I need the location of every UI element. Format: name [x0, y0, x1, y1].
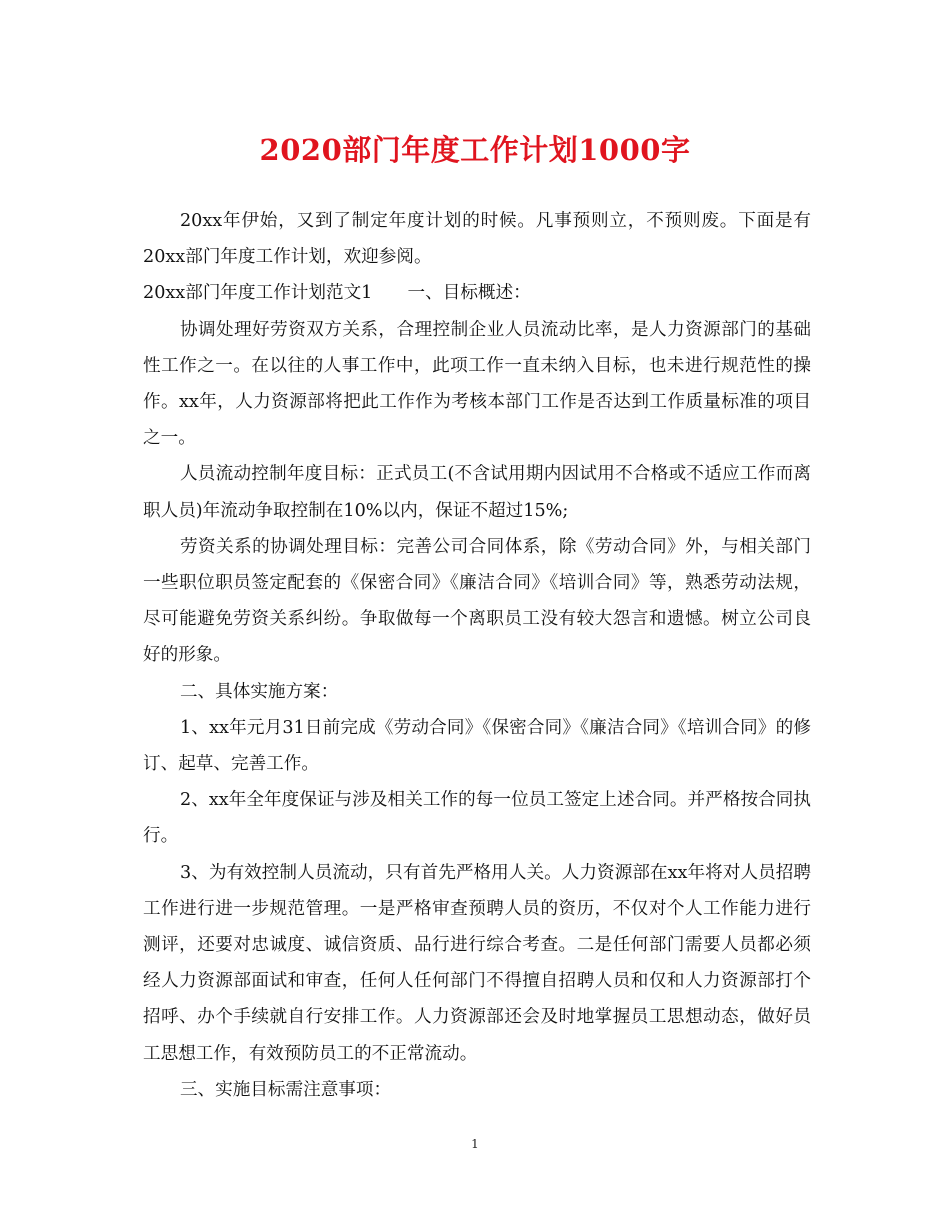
paragraph-notes-heading: 三、实施目标需注意事项：	[179, 1079, 392, 1100]
document-body	[143, 203, 811, 1108]
paragraph-intro: 20xx年伊始，又到了制定年度计划的时候。凡事预则立，不预则废。下面是有20xx部门年度工作计划，欢迎参阅。	[143, 211, 811, 268]
paragraph-item-2: 2、xx年全年度保证与涉及相关工作的每一位员工签定上述合同。并严格按合同执行。	[143, 790, 811, 847]
document-title: 2020部门年度工作计划1000字	[259, 133, 691, 167]
paragraph-item-1: 1、xx年元月31日前完成《劳动合同》《保密合同》《廉洁合同》《培训合同》的修订、起草、完善工作。	[143, 717, 811, 775]
paragraph-section-heading: 20xx部门年度工作计划范文1 一、目标概述：	[143, 283, 531, 304]
paragraph-labor-relations-target: 劳资关系的协调处理目标：完善公司合同体系，除《劳动合同》外，与相关部门一些职位职员签定配套的《保密合同》《廉洁合同》《培训合同》等，熟悉劳动法规，尽可能避免劳资关系纠纷。争取做每一个离职员工没有较大怨言和遗憾。树立公司良好的形象。	[143, 536, 811, 666]
paragraph-implementation-heading: 二、具体实施方案：	[179, 681, 339, 702]
page-number: 1	[471, 1137, 479, 1151]
paragraph-turnover-target: 人员流动控制年度目标：正式员工(不含试用期内因试用不合格或不适应工作而离职人员)年流动争取控制在10%以内，保证不超过15%;	[143, 464, 811, 521]
paragraph-item-3: 3、为有效控制人员流动，只有首先严格用人关。人力资源部在xx年将对人员招聘工作进行进一步规范管理。一是严格审查预聘人员的资历，不仅对个人工作能力进行测评，还要对忠诚度、诚信资质、品行进行综合考查。二是任何部门需要人员都必须经人力资源部面试和审查，任何人任何部门不得擅自招聘人员和仅和人力资源部打个招呼、办个手续就自行安排工作。人力资源部还会及时地掌握员工思想动态，做好员工思想工作，有效预防员工的不正常流动。	[143, 862, 811, 1064]
paragraph-overview: 协调处理好劳资双方关系，合理控制企业人员流动比率，是人力资源部门的基础性工作之一。在以往的人事工作中，此项工作一直未纳入目标，也未进行规范性的操作。xx年，人力资源部将把此工作作为考核本部门工作是否达到工作质量标准的项目之一。	[143, 319, 811, 449]
